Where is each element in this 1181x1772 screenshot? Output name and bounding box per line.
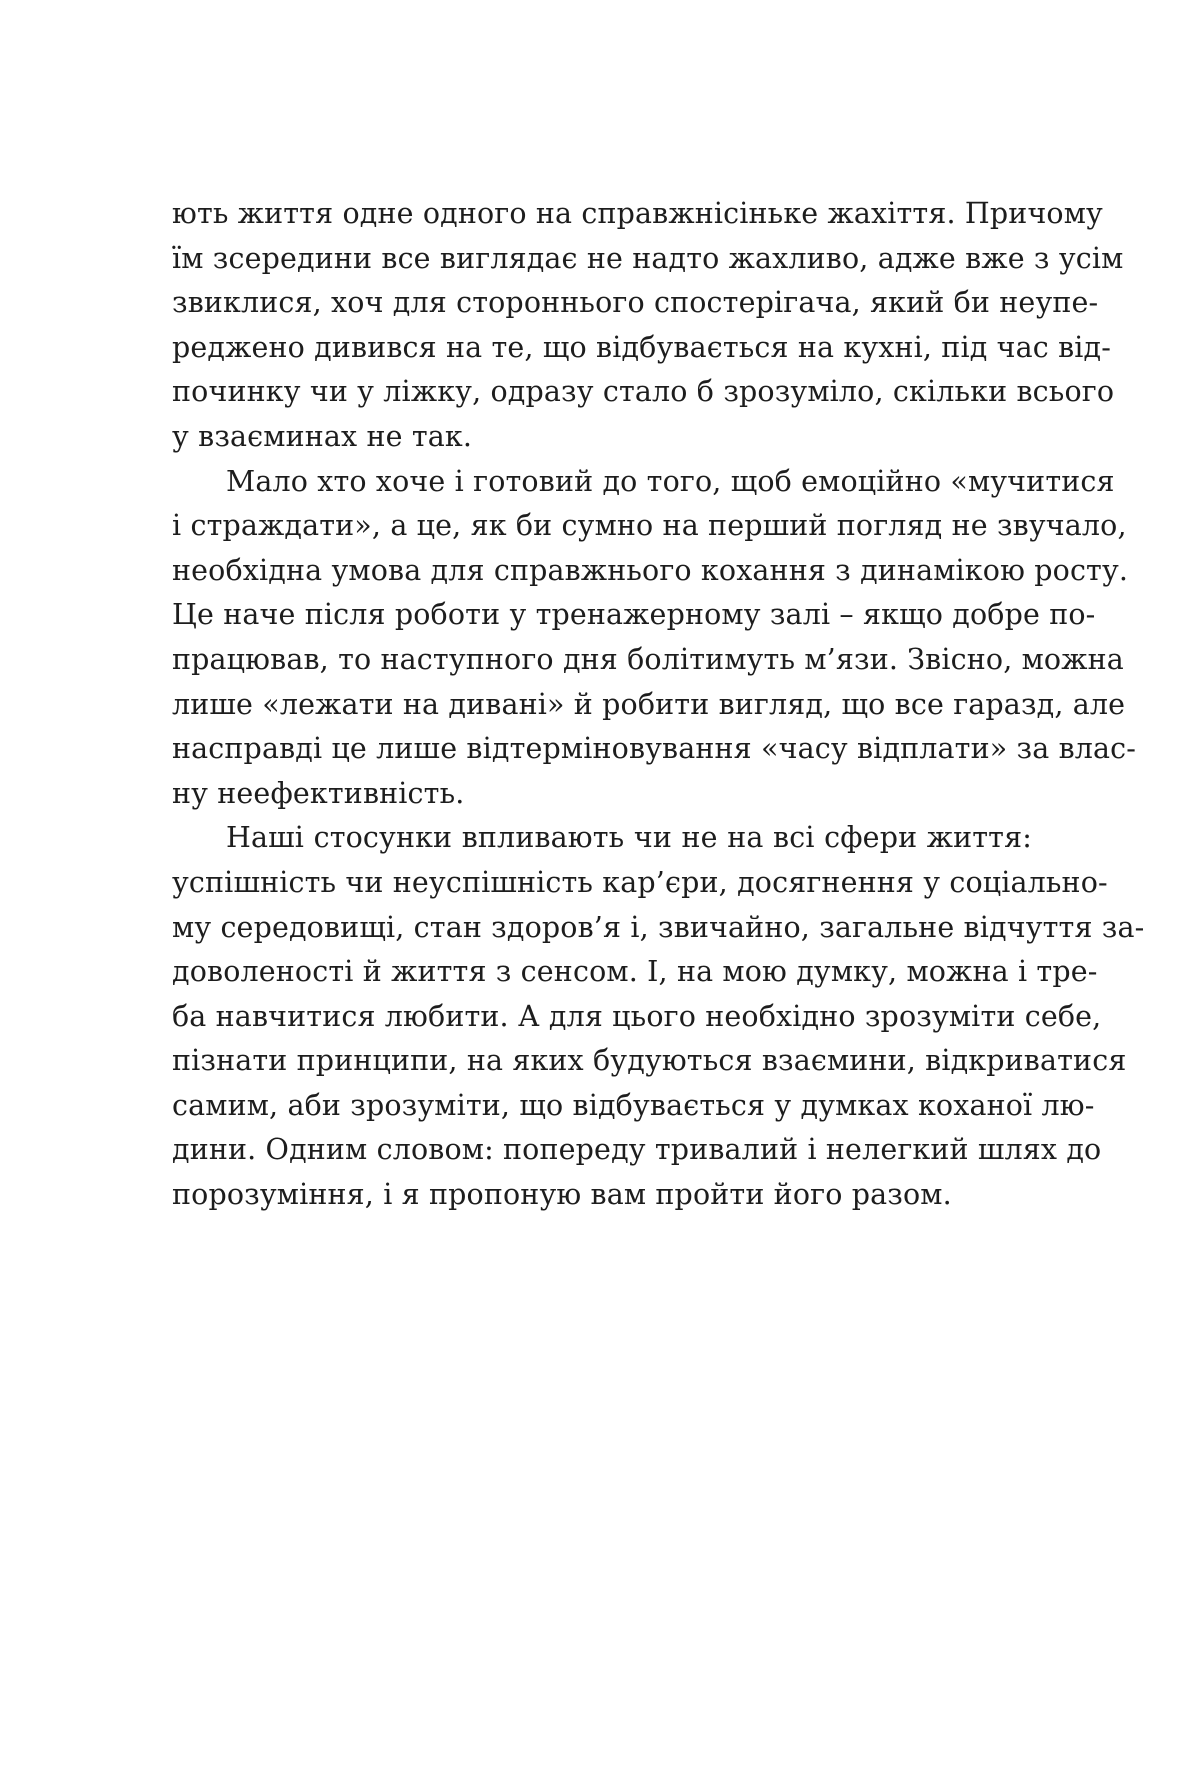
paragraph-1 — [172, 192, 1124, 460]
text-line: Мало хто хоче і готовий до того, щоб емоційно «мучитися — [226, 464, 1115, 498]
text-line: необхідна умова для справжнього кохання з динамікою росту. — [172, 553, 1129, 587]
text-line: порозуміння, і я пропоную вам пройти його разом. — [172, 1178, 952, 1212]
text-line: успішність чи неуспішність кар’єри, досягнення у соціально- — [172, 865, 1108, 899]
text-line: ба навчитися любити. А для цього необхідно зрозуміти себе, — [172, 999, 1102, 1033]
text-line: ють життя одне одного на справжнісіньке жахіття. Причому — [172, 197, 1103, 230]
text-line: лише «лежати на дивані» й робити вигляд, що все гаразд, але — [172, 687, 1126, 721]
paragraph-2 — [172, 460, 1137, 817]
text-line: доволеності й життя з сенсом. І, на мою думку, можна і тре- — [172, 955, 1098, 989]
text-line: їм зсередини все виглядає не надто жахливо, адже вже з усім — [172, 241, 1124, 275]
text-line: самим, аби зрозуміти, що відбувається у думках коханої лю- — [172, 1088, 1095, 1122]
text-line: ну неефективність. — [172, 776, 465, 810]
text-line: звиклися, хоч для стороннього спостерігача, який би неупе- — [172, 286, 1099, 320]
text-line: насправді це лише відтерміновування «часу відплати» за влас- — [172, 732, 1137, 766]
text-line: працював, то наступного дня болітимуть м’язи. Звісно, можна — [172, 642, 1124, 676]
text-line: і страждати», а це, як би сумно на перший погляд не звучало, — [172, 509, 1127, 543]
text-line: му середовищі, стан здоров’я і, звичайно, загальне відчуття за- — [172, 910, 1145, 944]
paragraph-3 — [172, 816, 1145, 1217]
text-line: реджено дивився на те, що відбувається на кухні, під час від- — [172, 330, 1112, 364]
text-line: починку чи у ліжку, одразу стало б зрозуміло, скільки всього — [172, 375, 1115, 409]
text-line: дини. Одним словом: попереду тривалий і нелегкий шлях до — [172, 1133, 1102, 1167]
text-line: Наші стосунки впливають чи не на всі сфери життя: — [226, 821, 1032, 855]
text-line: у взаєминах не так. — [172, 419, 473, 453]
text-line: Це наче після роботи у тренажерному залі – якщо добре по- — [172, 598, 1096, 632]
body-text — [172, 192, 1145, 1218]
text-line: пізнати принципи, на яких будуються взаємини, відкриватися — [172, 1044, 1127, 1078]
